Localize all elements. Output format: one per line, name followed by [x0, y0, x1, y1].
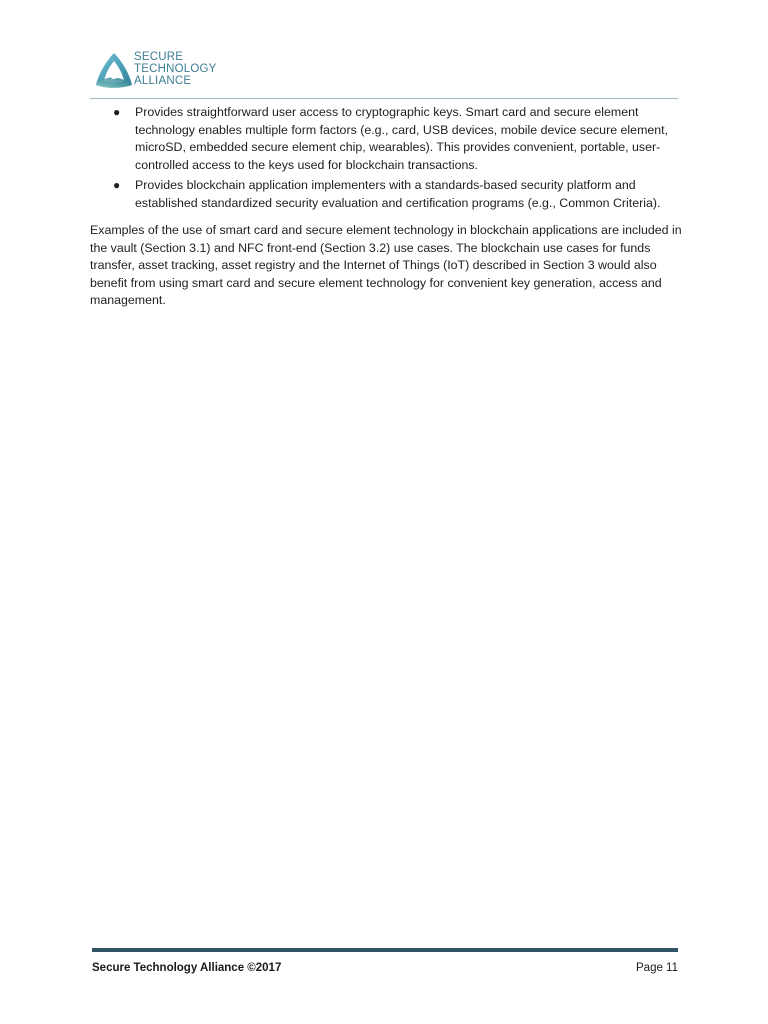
- logo-line-2: TECHNOLOGY: [134, 63, 217, 75]
- page-number: Page 11: [636, 962, 678, 974]
- logo-wordmark: [134, 51, 217, 87]
- logo-line-3: ALLIANCE: [134, 75, 192, 87]
- bullet-list: [90, 104, 682, 212]
- bullet-text: Provides blockchain application implementers with a standards-based security platform and established standardized security evaluation and certification programs (e.g., Common Criteria).: [135, 178, 661, 210]
- page-header: [90, 45, 678, 99]
- list-item: [90, 104, 682, 174]
- bullet-text: Provides straightforward user access to cryptographic keys. Smart card and secure element technology enables multiple form factors (e.g., card, USB devices, mobile device secure element, microSD, embedded secure element chip, wearables). This provides convenient, portable, user-controlled access to the keys used for blockchain transactions.: [135, 105, 669, 172]
- bullet-icon: ●: [113, 105, 121, 119]
- header-divider: [90, 98, 678, 99]
- secure-technology-alliance-logo: [92, 47, 222, 93]
- footer-divider: [92, 948, 678, 952]
- bullet-icon: ●: [113, 178, 121, 192]
- list-item: [90, 177, 682, 212]
- triangle-logo-icon: [92, 51, 136, 91]
- logo-line-1: SECURE: [134, 51, 184, 63]
- body-paragraph: Examples of the use of smart card and secure element technology in blockchain applications are included in the vault (Section 3.1) and NFC front-end (Section 3.2) use cases. The blockchain use cases for funds transfer, asset tracking, asset registry and the Internet of Things (IoT) described in Section 3 would also benefit from using smart card and secure element technology for convenient key generation, access and management.: [90, 223, 682, 307]
- page-content: [90, 104, 682, 310]
- footer-copyright: Secure Technology Alliance ©2017: [92, 962, 282, 974]
